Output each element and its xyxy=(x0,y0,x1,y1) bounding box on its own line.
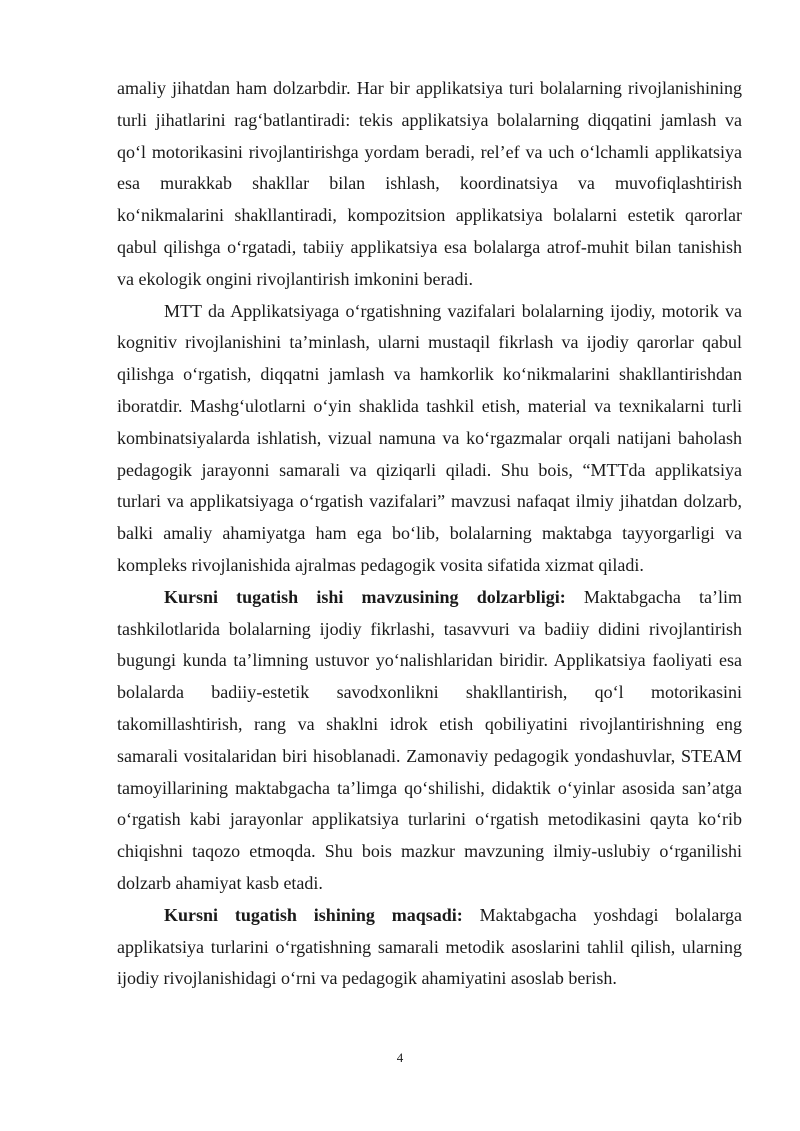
paragraph-text: Maktabgacha ta’lim tashkilotlarida bolalarning ijodiy fikrlashi, tasavvuri va badiiy didini rivojlantirish bugungi kunda ta’limning ustuvor yo‘nalishlaridan biridir. Applikatsiya faoliyati esa bolalarda badiiy-estetik savodxonlikni shakllantirish, qo‘l motorikasini takomillashtirish, rang va shaklni idrok etish qobiliyatini rivojlantirishning eng samarali vositalaridan biri hisoblanadi. Zamonaviy pedagogik yondashuvlar, STEAM tamoyillarining maktabgacha ta’limga qo‘shilishi, didaktik o‘yinlar asosida san’atga o‘rgatish kabi jarayonlar applikatsiya turlarini o‘rgatish metodikasini qayta ko‘rib chiqishni taqozo etmoqda. Shu bois mazkur mavzuning ilmiy-uslubiy o‘rganilishi dolzarb ahamiyat kasb etadi. xyxy=(117,586,742,893)
paragraph-text: amaliy jihatdan ham dolzarbdir. Har bir applikatsiya turi bolalarning rivojlanishining turli jihatlarini rag‘batlantiradi: tekis applikatsiya bolalarning diqqatini jamlash va qo‘l motorikasini rivojlantirishga yordam beradi, rel’ef va uch o‘lchamli applikatsiya esa murakkab shakllar bilan ishlash, koordinatsiya va muvofiqlashtirish ko‘nikmalarini shakllantiradi, kompozitsion applikatsiya bolalarni estetik qarorlar qabul qilishga o‘rgatadi, tabiiy applikatsiya esa bolalarga atrof-muhit bilan tanishish va ekologik ongini rivojlantirish imkonini beradi. xyxy=(117,78,742,289)
paragraph-continuation xyxy=(117,73,742,296)
page-number: 4 xyxy=(396,1050,404,1065)
paragraph-text: MTT da Applikatsiyaga o‘rgatishning vazifalari bolalarning ijodiy, motorik va kognitiv rivojlanishini ta’minlash, ularni mustaqil fikrlash va ijodiy qarorlar qabul qilishga o‘rgatish, diqqatni jamlash va hamkorlik ko‘nikmalarini shakllantirishdan iboratdir. Mashg‘ulotlarni o‘yin shaklida tashkil etish, material va texnikalarni turli kombinatsiyalarda ishlatish, vizual namuna va ko‘rgazmalar orqali natijani baholash pedagogik jarayonni samarali va qiziqarli qiladi. Shu bois, “MTTda applikatsiya turlari va applikatsiyaga o‘rgatish vazifalari” mavzusi nafaqat ilmiy jihatdan dolzarb, balki amaliy ahamiyatga ham ega bo‘lib, bolalarning maktabga tayyorgarligi va kompleks rivojlanishida ajralmas pedagogik vosita sifatida xizmat qiladi. xyxy=(117,300,742,575)
paragraph-heading: Kursni tugatish ishining maqsadi: xyxy=(164,904,463,925)
paragraph-goal xyxy=(117,900,742,995)
paragraph-tasks xyxy=(117,296,742,582)
paragraph-text: Maktabgacha yoshdagi bolalarga applikatsiya turlarini o‘rgatishning samarali metodik asoslarini tahlil qilish, ularning ijodiy rivojlanishidagi o‘rni va pedagogik ahamiyatini asoslab berish. xyxy=(117,904,742,989)
paragraph-heading: Kursni tugatish ishi mavzusining dolzarbligi: xyxy=(164,586,566,607)
paragraph-relevance xyxy=(117,582,742,900)
document-body xyxy=(117,73,742,995)
